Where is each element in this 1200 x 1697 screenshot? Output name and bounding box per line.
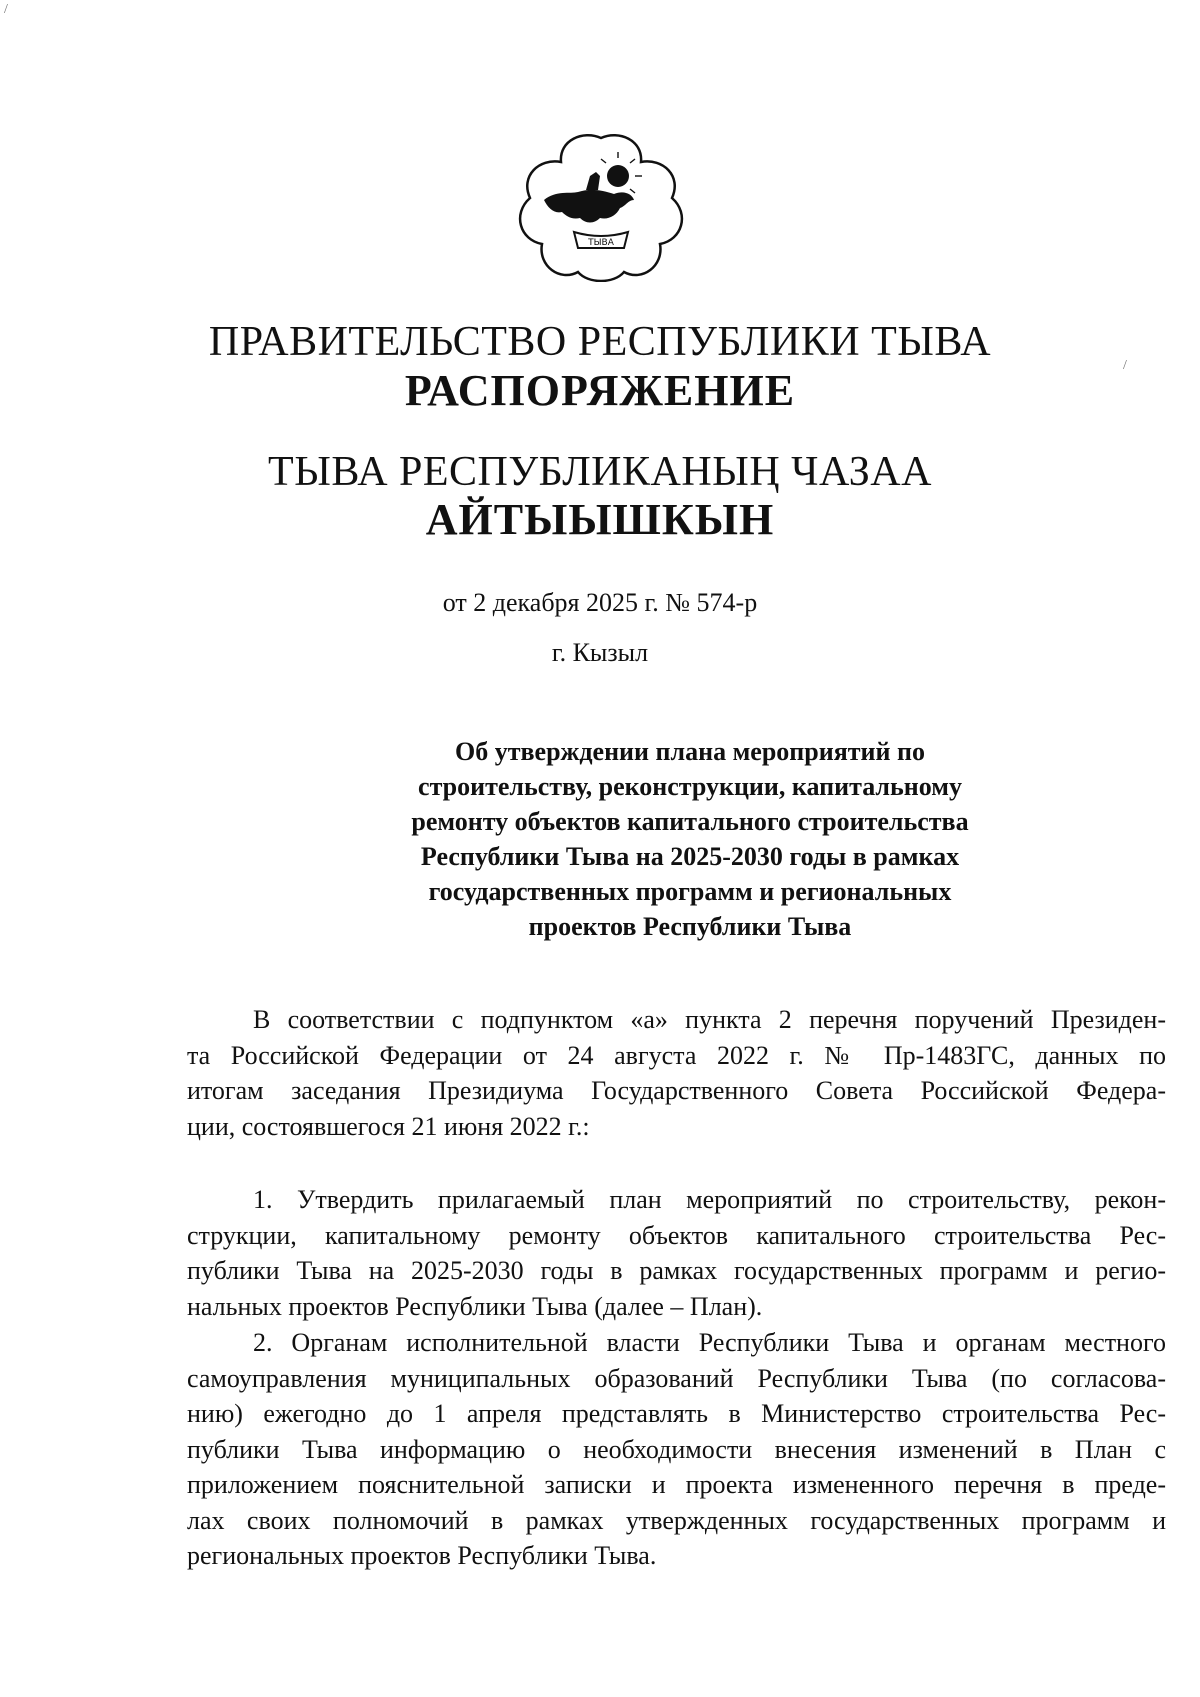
clause-2-line: нию) ежегодно до 1 апреля представлять в Министерство строительства Рес- bbox=[187, 1399, 1166, 1428]
document-city: г. Кызыл bbox=[551, 638, 649, 667]
coat-of-arms-emblem bbox=[516, 132, 686, 282]
preamble-line: В соответствии с подпунктом «а» пункта 2 перечня поручений Президен- bbox=[253, 1005, 1166, 1034]
subject-line: ремонту объектов капитального строительства bbox=[411, 807, 969, 836]
scan-speck: / bbox=[4, 2, 8, 17]
clause-2-line: региональных проектов Республики Тыва. bbox=[187, 1541, 657, 1570]
clause-1-line: публики Тыва на 2025-2030 годы в рамках государственных программ и регио- bbox=[187, 1256, 1166, 1285]
clause-2-line: публики Тыва информацию о необходимости внесения изменений в План с bbox=[187, 1434, 1166, 1464]
government-name-tv: ТЫВА РЕСПУБЛИКАНЫҢ ЧАЗАА bbox=[268, 449, 932, 495]
subject-line: Республики Тыва на 2025-2030 годы в рамках bbox=[420, 842, 960, 871]
preamble-line: итогам заседания Президиума Государственного Совета Российской Федера- bbox=[187, 1076, 1166, 1105]
emblem-text: ТЫВА bbox=[588, 238, 614, 248]
clause-1-line: струкции, капитальному ремонту объектов капитального строительства Рес- bbox=[187, 1220, 1166, 1250]
clause-1-paragraph bbox=[187, 1182, 1166, 1324]
document-type-tv: АЙТЫЫШКЫН bbox=[425, 495, 775, 544]
preamble-line: та Российской Федерации от 24 августа 2022 г. № Пр-1483ГС, данных по bbox=[187, 1040, 1166, 1070]
document-type-ru: РАСПОРЯЖЕНИЕ bbox=[404, 366, 796, 415]
clause-2-line: 2. Органам исполнительной власти Республики Тыва и органам местного bbox=[253, 1328, 1166, 1357]
preamble-paragraph bbox=[187, 1002, 1166, 1144]
clause-2-line: лах своих полномочий в рамках утвержденных государственных программ и bbox=[187, 1505, 1166, 1535]
clause-2-line: приложением пояснительной записки и проекта измененного перечня в преде- bbox=[187, 1470, 1166, 1499]
preamble-line: ции, состоявшегося 21 июня 2022 г.: bbox=[187, 1111, 590, 1141]
clause-1-line: 1. Утвердить прилагаемый план мероприятий по строительству, рекон- bbox=[253, 1185, 1166, 1214]
subject-line: строительству, реконструкции, капитальному bbox=[418, 772, 962, 801]
clause-2-line: самоуправления муниципальных образований Республики Тыва (по согласова- bbox=[187, 1363, 1166, 1393]
government-name-ru: ПРАВИТЕЛЬСТВО РЕСПУБЛИКИ ТЫВА bbox=[208, 319, 992, 365]
clause-1-line: нальных проектов Республики Тыва (далее – План). bbox=[187, 1291, 763, 1321]
subject-line: Об утверждении плана мероприятий по bbox=[455, 737, 925, 766]
document-subject bbox=[360, 734, 1020, 944]
document-date-number: от 2 декабря 2025 г. № 574-р bbox=[442, 588, 758, 617]
clause-2-paragraph bbox=[187, 1325, 1166, 1574]
subject-line: проектов Республики Тыва bbox=[528, 912, 852, 941]
subject-line: государственных программ и региональных bbox=[428, 877, 952, 906]
scan-speck: / bbox=[1123, 358, 1127, 373]
